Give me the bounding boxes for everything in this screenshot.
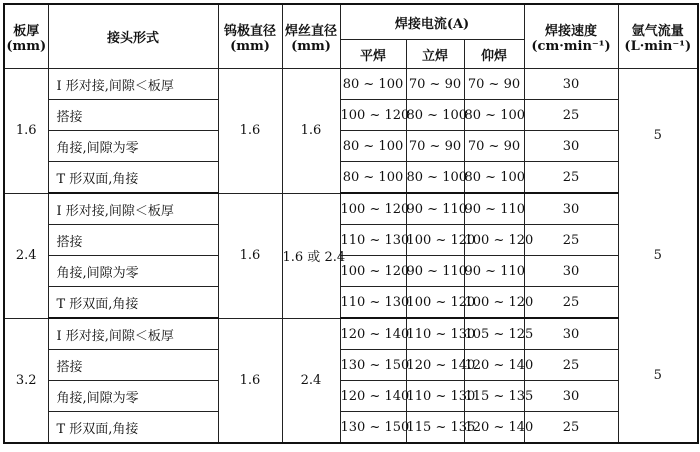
cell-speed: 30 <box>524 318 618 350</box>
table-row <box>4 256 698 287</box>
cell-joint: I 形对接,间隙＜板厚 <box>48 193 218 225</box>
cell-thickness: 3.2 <box>4 318 48 443</box>
cell-vertical: 115 ~ 135 <box>406 412 464 444</box>
header-thickness <box>4 4 48 69</box>
cell-speed: 25 <box>524 100 618 131</box>
cell-speed: 30 <box>524 193 618 225</box>
header-argon-label: 氩气流量 <box>631 23 684 39</box>
cell-vertical: 70 ~ 90 <box>406 131 464 162</box>
cell-overhead: 120 ~ 140 <box>464 350 524 381</box>
cell-wire: 2.4 <box>282 318 340 443</box>
header-thickness-unit: (mm) <box>6 38 47 54</box>
cell-vertical: 120 ~ 140 <box>406 350 464 381</box>
cell-flat: 80 ~ 100 <box>340 69 406 100</box>
cell-argon <box>618 69 698 444</box>
cell-vertical: 80 ~ 100 <box>406 100 464 131</box>
header-joint: 接头形式 <box>48 4 218 69</box>
argon-value-1: 5 <box>653 127 662 143</box>
cell-joint: 搭接 <box>48 225 218 256</box>
cell-speed: 30 <box>524 381 618 412</box>
cell-speed: 25 <box>524 225 618 256</box>
cell-joint: T 形双面,角接 <box>48 162 218 194</box>
cell-overhead: 70 ~ 90 <box>464 69 524 100</box>
header-argon-unit: (L·min⁻¹) <box>624 38 692 54</box>
table-row <box>4 287 698 319</box>
cell-overhead: 120 ~ 140 <box>464 412 524 444</box>
header-wire-unit: (mm) <box>291 38 331 54</box>
cell-joint: I 形对接,间隙＜板厚 <box>48 69 218 100</box>
header-wire-label: 焊丝直径 <box>284 23 337 39</box>
cell-speed: 25 <box>524 287 618 319</box>
table-row <box>4 318 698 350</box>
cell-flat: 100 ~ 120 <box>340 193 406 225</box>
header-tungsten <box>218 4 282 69</box>
cell-flat: 100 ~ 120 <box>340 100 406 131</box>
cell-overhead: 105 ~ 125 <box>464 318 524 350</box>
header-tungsten-unit: (mm) <box>230 38 270 54</box>
table-row <box>4 162 698 194</box>
cell-speed: 30 <box>524 131 618 162</box>
cell-speed: 25 <box>524 412 618 444</box>
cell-overhead: 90 ~ 110 <box>464 256 524 287</box>
welding-parameters-table <box>3 3 699 444</box>
argon-value-3: 5 <box>653 367 662 383</box>
cell-flat: 80 ~ 100 <box>340 131 406 162</box>
cell-joint: T 形双面,角接 <box>48 287 218 319</box>
table-row <box>4 350 698 381</box>
cell-thickness: 2.4 <box>4 193 48 318</box>
cell-wire: 1.6 <box>282 69 340 194</box>
cell-speed: 25 <box>524 162 618 194</box>
header-speed-label: 焊接速度 <box>545 23 598 39</box>
cell-joint: 搭接 <box>48 350 218 381</box>
cell-joint: 角接,间隙为零 <box>48 381 218 412</box>
header-flat: 平焊 <box>340 40 406 69</box>
cell-tungsten: 1.6 <box>218 69 282 194</box>
cell-joint: 搭接 <box>48 100 218 131</box>
table-container <box>3 3 699 444</box>
cell-overhead: 80 ~ 100 <box>464 162 524 194</box>
cell-flat: 130 ~ 150 <box>340 350 406 381</box>
cell-vertical: 100 ~ 120 <box>406 225 464 256</box>
table-row <box>4 381 698 412</box>
cell-overhead: 70 ~ 90 <box>464 131 524 162</box>
header-current: 焊接电流(A) <box>340 4 524 40</box>
cell-joint: 角接,间隙为零 <box>48 256 218 287</box>
table-row <box>4 193 698 225</box>
cell-wire: 1.6 或 2.4 <box>282 193 340 318</box>
cell-tungsten: 1.6 <box>218 318 282 443</box>
cell-overhead: 100 ~ 120 <box>464 225 524 256</box>
cell-overhead: 80 ~ 100 <box>464 100 524 131</box>
table-row <box>4 131 698 162</box>
cell-vertical: 110 ~ 130 <box>406 381 464 412</box>
header-argon <box>618 4 698 69</box>
cell-vertical: 90 ~ 110 <box>406 193 464 225</box>
cell-overhead: 90 ~ 110 <box>464 193 524 225</box>
cell-vertical: 90 ~ 110 <box>406 256 464 287</box>
cell-joint: 角接,间隙为零 <box>48 131 218 162</box>
cell-overhead: 115 ~ 135 <box>464 381 524 412</box>
header-speed <box>524 4 618 69</box>
cell-flat: 110 ~ 130 <box>340 225 406 256</box>
cell-flat: 110 ~ 130 <box>340 287 406 319</box>
argon-value-2: 5 <box>653 247 662 263</box>
cell-flat: 80 ~ 100 <box>340 162 406 194</box>
table-row <box>4 69 698 100</box>
table-row <box>4 225 698 256</box>
cell-flat: 130 ~ 150 <box>340 412 406 444</box>
cell-flat: 120 ~ 140 <box>340 381 406 412</box>
cell-overhead: 100 ~ 120 <box>464 287 524 319</box>
header-wire <box>282 4 340 69</box>
cell-flat: 120 ~ 140 <box>340 318 406 350</box>
header-vertical: 立焊 <box>406 40 464 69</box>
cell-joint: I 形对接,间隙＜板厚 <box>48 318 218 350</box>
cell-vertical: 70 ~ 90 <box>406 69 464 100</box>
header-thickness-label: 板厚 <box>13 23 40 39</box>
header-tungsten-label: 钨极直径 <box>223 23 276 39</box>
header-overhead: 仰焊 <box>464 40 524 69</box>
cell-speed: 25 <box>524 350 618 381</box>
cell-vertical: 80 ~ 100 <box>406 162 464 194</box>
cell-thickness: 1.6 <box>4 69 48 194</box>
cell-joint: T 形双面,角接 <box>48 412 218 444</box>
table-row <box>4 412 698 444</box>
cell-vertical: 110 ~ 130 <box>406 318 464 350</box>
cell-vertical: 100 ~ 120 <box>406 287 464 319</box>
cell-flat: 100 ~ 120 <box>340 256 406 287</box>
header-speed-unit: (cm·min⁻¹) <box>531 38 611 54</box>
cell-speed: 30 <box>524 69 618 100</box>
cell-tungsten: 1.6 <box>218 193 282 318</box>
cell-speed: 30 <box>524 256 618 287</box>
table-row <box>4 100 698 131</box>
